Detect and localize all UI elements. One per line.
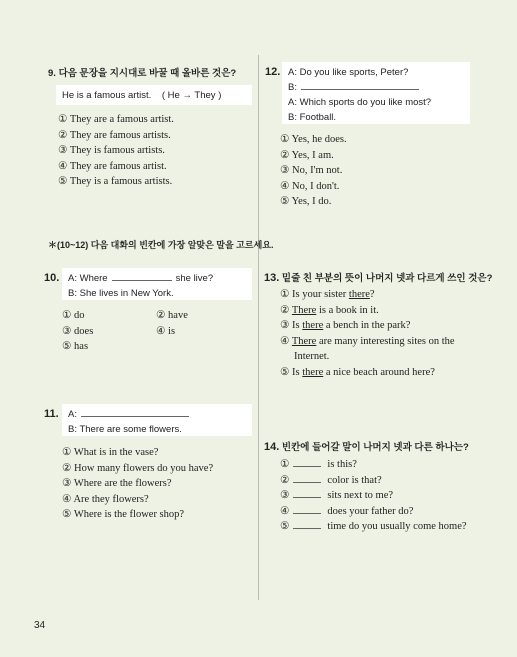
option[interactable]: ① is this? — [280, 459, 357, 470]
question-10-dialog-box — [62, 268, 252, 300]
option[interactable]: ③ They is famous artists. — [58, 145, 165, 156]
question-11-number: 11. — [44, 408, 59, 420]
dialog-line: B: There are some flowers. — [68, 424, 182, 435]
question-9-options — [58, 112, 174, 190]
dialog-line: she live? — [175, 273, 214, 284]
option[interactable]: ② have — [156, 310, 188, 321]
answer-blank — [81, 416, 189, 417]
question-9-number: 9. — [48, 68, 56, 79]
option[interactable]: ③ Where are the flowers? — [62, 478, 172, 489]
option[interactable]: ① Yes, he does. — [280, 134, 347, 145]
option[interactable]: ⑤ Yes, I do. — [280, 196, 332, 207]
option[interactable]: ③ No, I'm not. — [280, 165, 343, 176]
answer-blank — [293, 528, 321, 529]
option[interactable]: ⑤ has — [62, 341, 89, 352]
question-9-text: 다음 문장을 지시대로 바꿀 때 올바른 것은? — [58, 68, 237, 79]
option[interactable]: ① What is in the vase? — [62, 447, 159, 458]
answer-blank — [293, 466, 321, 467]
option[interactable]: ⑤ time do you usually come home? — [280, 521, 467, 532]
question-9-box-sentence: He is a famous artist. — [62, 90, 152, 101]
dialog-line: A: Which sports do you like most? — [288, 97, 432, 108]
option[interactable]: ③ Is there a bench in the park? — [280, 320, 411, 331]
option[interactable]: ⑤ Where is the flower shop? — [62, 509, 185, 520]
option[interactable]: ② They are famous artists. — [58, 129, 171, 141]
question-9-box — [56, 85, 252, 105]
question-13-text: 밑줄 친 부분의 뜻이 나머지 넷과 다르게 쓰인 것은? — [281, 273, 493, 284]
underlined-word: there — [302, 320, 324, 331]
question-14 — [264, 439, 469, 453]
answer-blank — [112, 280, 172, 281]
underlined-word: There — [291, 304, 317, 316]
option[interactable]: ④ Are they flowers? — [62, 493, 149, 505]
option[interactable]: ④ No, I don't. — [280, 180, 340, 192]
option[interactable]: ④ does your father do? — [280, 505, 414, 517]
option[interactable]: ① do — [62, 310, 85, 321]
option[interactable]: ① Is your sister there? — [280, 289, 375, 300]
option[interactable]: ④ is — [156, 325, 176, 337]
option[interactable]: ① They are a famous artist. — [58, 114, 174, 125]
option[interactable]: ② color is that? — [280, 474, 382, 486]
question-11-options — [62, 445, 213, 523]
question-11-dialog-box — [62, 404, 252, 436]
question-13-options — [280, 287, 455, 380]
column-divider — [258, 55, 259, 600]
answer-blank — [293, 497, 321, 498]
question-12-dialog-box — [282, 62, 470, 124]
answer-blank — [301, 89, 419, 90]
question-10-number: 10. — [44, 272, 60, 284]
option[interactable]: ② Yes, I am. — [280, 149, 334, 161]
dialog-line: A: — [68, 409, 77, 420]
section-instruction: ＊(10~12) 다음 대화의 빈칸에 가장 알맞은 말을 고르세요. — [48, 240, 274, 250]
dialog-line: B: She lives in New York. — [68, 288, 174, 299]
question-14-number: 14. — [264, 441, 280, 453]
answer-blank — [293, 482, 321, 483]
question-13-number: 13. — [264, 272, 280, 284]
question-13 — [264, 270, 492, 284]
dialog-line: B: Football. — [288, 112, 337, 123]
option[interactable]: ⑤ They is a famous artists. — [58, 176, 173, 187]
question-14-text: 빈칸에 들어갈 말이 나머지 넷과 다른 하나는? — [281, 442, 469, 453]
option[interactable]: ② How many flowers do you have? — [62, 462, 214, 474]
underlined-word: there — [302, 366, 324, 378]
option[interactable]: ④ There are many interesting sites on the — [280, 335, 455, 347]
question-12-options — [280, 132, 347, 210]
option[interactable]: ③ does — [62, 325, 94, 337]
answer-blank — [293, 513, 321, 514]
option[interactable]: ⑤ Is there a nice beach around here? — [280, 366, 435, 378]
option-continuation: Internet. — [294, 351, 330, 362]
underlined-word: There — [291, 335, 317, 347]
question-12-number: 12. — [265, 66, 281, 78]
question-14-options — [280, 457, 467, 535]
option[interactable]: ③ sits next to me? — [280, 490, 394, 501]
dialog-line: B: — [288, 82, 297, 93]
question-9 — [48, 65, 236, 79]
underlined-word: there — [348, 289, 370, 300]
question-10-options — [62, 308, 242, 358]
option[interactable]: ④ They are famous artist. — [58, 160, 167, 172]
question-9-box-instruction: ( He → They ) — [161, 90, 222, 101]
page-number: 34 — [34, 620, 46, 631]
dialog-line: A: Do you like sports, Peter? — [288, 67, 409, 78]
dialog-line: A: Where — [68, 273, 108, 284]
option[interactable]: ② There is a book in it. — [280, 304, 379, 316]
